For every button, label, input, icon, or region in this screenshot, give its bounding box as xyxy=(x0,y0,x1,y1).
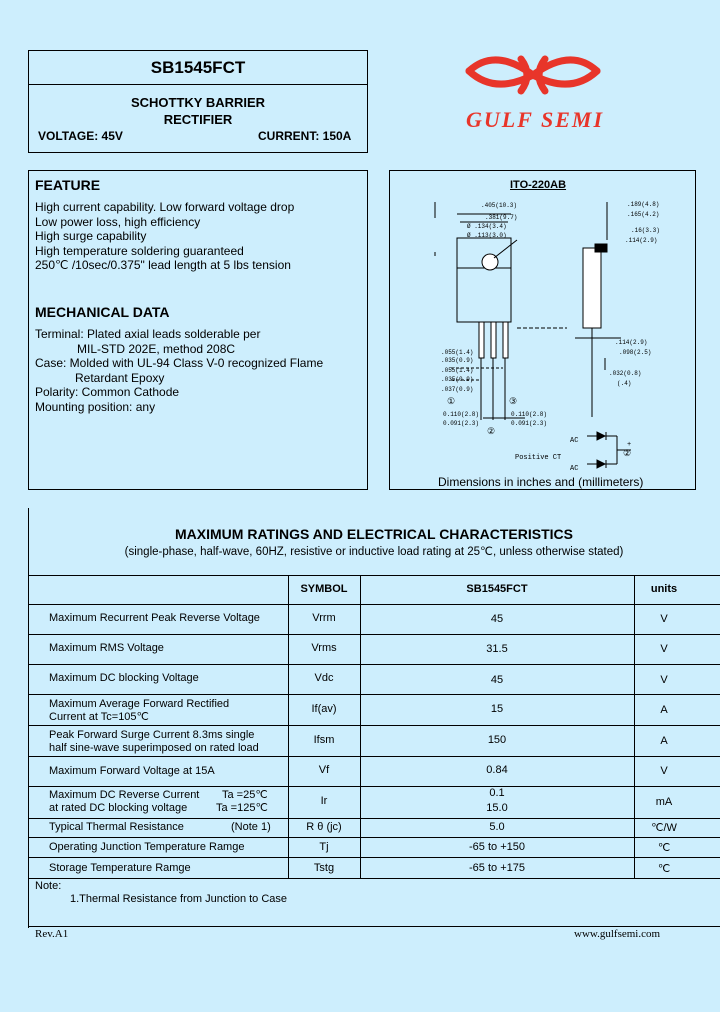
unit-cell: mA xyxy=(655,796,673,808)
svg-text:.035(0.9): .035(0.9) xyxy=(441,357,474,364)
table-rule xyxy=(28,604,720,605)
svg-text:+: + xyxy=(627,441,632,449)
svg-text:0.091(2.3): 0.091(2.3) xyxy=(511,420,548,427)
svg-text:Ø .134(3.4): Ø .134(3.4) xyxy=(467,223,507,230)
unit-cell: V xyxy=(660,765,668,777)
svg-text:(.4): (.4) xyxy=(617,380,632,387)
svg-text:GULF SEMI: GULF SEMI xyxy=(465,107,605,132)
svg-text:.035(0.9): .035(0.9) xyxy=(441,376,474,383)
unit-cell: A xyxy=(660,735,668,747)
param-name: Maximum DC blocking Voltage xyxy=(49,672,199,684)
feature-title: FEATURE xyxy=(35,177,101,193)
svg-text:②: ② xyxy=(623,449,632,459)
table-rule xyxy=(28,818,720,819)
logo-graphic xyxy=(455,45,615,135)
svg-text:.165(4.2): .165(4.2) xyxy=(627,211,660,218)
param-name-line2: half sine-wave superimposed on rated load xyxy=(49,742,259,754)
column-header-units: units xyxy=(650,583,678,595)
mechanical-line: Polarity: Common Cathode xyxy=(35,385,180,400)
table-rule xyxy=(28,837,720,838)
column-header-symbol: SYMBOL xyxy=(300,583,348,595)
svg-text:.037(0.9): .037(0.9) xyxy=(441,386,474,393)
value-cell: -65 to +175 xyxy=(469,862,525,874)
mechanical-line: Retardant Epoxy xyxy=(75,370,165,385)
symbol-cell: Vrrm xyxy=(312,612,336,624)
table-rule xyxy=(28,575,720,576)
param-name: Maximum DC Reverse Current xyxy=(49,789,200,801)
value-cell: 45 xyxy=(490,674,504,686)
param-condition: Ta =25℃ xyxy=(222,789,268,801)
value-cell: 0.84 xyxy=(486,764,508,776)
param-name: Maximum Forward Voltage at 15A xyxy=(49,765,215,777)
svg-text:.381(9.7): .381(9.7) xyxy=(485,214,518,221)
table-rule xyxy=(28,664,720,665)
symbol-cell: R θ (jc) xyxy=(306,821,342,833)
unit-cell: V xyxy=(660,674,668,686)
note-text: 1.Thermal Resistance from Junction to Case xyxy=(70,893,288,905)
voltage-rating: VOLTAGE: 45V xyxy=(38,129,123,143)
mechanical-line: Terminal: Plated axial leads solderable per xyxy=(35,327,261,341)
param-name: Storage Temperature Ramge xyxy=(49,862,191,874)
mechanical-line: Mounting position: any xyxy=(35,399,156,414)
symbol-cell: If(av) xyxy=(311,703,337,715)
svg-text:0.110(2.8): 0.110(2.8) xyxy=(443,411,480,418)
feature-item: High surge capability xyxy=(35,229,147,244)
param-name: Maximum RMS Voltage xyxy=(49,642,164,654)
symbol-cell: Ifsm xyxy=(313,734,335,746)
unit-cell: V xyxy=(660,643,668,655)
svg-text:.098(2.5): .098(2.5) xyxy=(619,349,652,356)
table-rule xyxy=(28,926,720,927)
table-rule xyxy=(28,857,720,858)
svg-text:.16(3.3): .16(3.3) xyxy=(631,227,660,234)
param-name: Maximum Average Forward Rectified xyxy=(49,698,230,710)
feature-list xyxy=(35,200,294,273)
package-caption: Dimensions in inches and (millimeters) xyxy=(438,475,644,489)
package-title: ITO-220AB xyxy=(510,179,567,191)
website-text: www.gulfsemi.com xyxy=(574,928,661,940)
value-cell-2: 15.0 xyxy=(486,802,508,814)
note-label: Note: xyxy=(35,880,62,892)
part-number-title: SB1545FCT xyxy=(150,58,246,77)
svg-text:AC: AC xyxy=(570,437,579,445)
feature-item: Low power loss, high efficiency xyxy=(35,214,201,229)
unit-cell: A xyxy=(660,704,668,716)
svg-text:.189(4.8): .189(4.8) xyxy=(627,201,660,208)
gulf-semi-logo xyxy=(455,45,615,135)
feature-item: 250℃ /10sec/0.375" lead length at 5 lbs tension xyxy=(35,258,291,273)
svg-text:.114(2.9): .114(2.9) xyxy=(615,339,648,346)
svg-text:.405(10.3): .405(10.3) xyxy=(481,202,518,209)
header-divider xyxy=(28,84,368,85)
value-cell: 15 xyxy=(490,703,504,715)
table-rule xyxy=(28,756,720,757)
mechanical-line: MIL-STD 202E, method 208C xyxy=(77,341,236,356)
svg-text:0.091(2.3): 0.091(2.3) xyxy=(443,420,480,427)
param-name-line2: Current at Tc=105℃ xyxy=(49,711,149,723)
svg-text:.055(1.4): .055(1.4) xyxy=(441,349,474,356)
feature-item: High current capability. Low forward voltage drop xyxy=(35,200,295,214)
symbol-cell: Ir xyxy=(320,795,328,807)
unit-cell: ℃/W xyxy=(651,822,677,834)
revision-label: Rev.A1 xyxy=(35,928,69,940)
svg-text:0.110(2.8): 0.110(2.8) xyxy=(511,411,548,418)
svg-text:①: ① xyxy=(447,397,456,407)
param-note: (Note 1) xyxy=(231,821,271,833)
value-cell: -65 to +150 xyxy=(469,841,525,853)
symbol-cell: Vrms xyxy=(311,642,337,654)
svg-text:②: ② xyxy=(487,427,496,437)
param-name-line2: at rated DC blocking voltage xyxy=(49,802,188,814)
unit-cell: ℃ xyxy=(657,863,671,875)
param-condition: Ta =125℃ xyxy=(216,802,268,814)
value-cell: 31.5 xyxy=(486,643,508,655)
param-name: Typical Thermal Resistance xyxy=(49,821,184,833)
table-rule xyxy=(28,634,720,635)
svg-text:Ø .113(3.0): Ø .113(3.0) xyxy=(467,232,507,239)
param-name: Operating Junction Temperature Ramge xyxy=(49,841,245,853)
svg-text:.114(2.9): .114(2.9) xyxy=(625,237,658,244)
param-name: Peak Forward Surge Current 8.3ms single xyxy=(49,729,255,741)
svg-text:.032(0.8): .032(0.8) xyxy=(609,370,642,377)
table-rule xyxy=(28,725,720,726)
symbol-cell: Vdc xyxy=(314,672,334,684)
value-cell: 45 xyxy=(490,613,504,625)
package-outline-drawing xyxy=(395,192,690,472)
svg-text:Positive CT: Positive CT xyxy=(515,454,562,462)
value-cell: 150 xyxy=(487,734,507,746)
product-subtitle-line1: SCHOTTKY BARRIER xyxy=(130,95,266,110)
current-rating: CURRENT: 150A xyxy=(258,129,352,143)
symbol-cell: Vf xyxy=(318,764,330,776)
feature-item: High temperature soldering guaranteed xyxy=(35,243,244,258)
unit-cell: ℃ xyxy=(657,842,671,854)
ratings-subtitle: (single-phase, half-wave, 60HZ, resistive or inductive load rating at 25℃, unless otherwise stated) xyxy=(124,546,624,558)
value-cell: 0.1 xyxy=(489,787,505,799)
mechanical-title: MECHANICAL DATA xyxy=(35,304,170,320)
unit-cell: V xyxy=(660,613,668,625)
column-header-part: SB1545FCT xyxy=(466,583,528,595)
ratings-title: MAXIMUM RATINGS AND ELECTRICAL CHARACTERISTICS xyxy=(175,526,573,542)
svg-text:AC: AC xyxy=(570,465,579,472)
table-rule xyxy=(28,694,720,695)
svg-text:.055(1.4): .055(1.4) xyxy=(441,367,474,374)
value-cell: 5.0 xyxy=(489,821,505,833)
param-name: Maximum Recurrent Peak Reverse Voltage xyxy=(49,612,260,624)
table-rule xyxy=(28,878,720,879)
product-subtitle-line2: RECTIFIER xyxy=(163,112,233,127)
mechanical-line: Case: Molded with UL-94 Class V-0 recognized Flame xyxy=(35,356,324,371)
svg-text:③: ③ xyxy=(509,397,518,407)
symbol-cell: Tj xyxy=(319,841,329,853)
mechanical-list xyxy=(35,327,323,415)
symbol-cell: Tstg xyxy=(313,862,335,874)
